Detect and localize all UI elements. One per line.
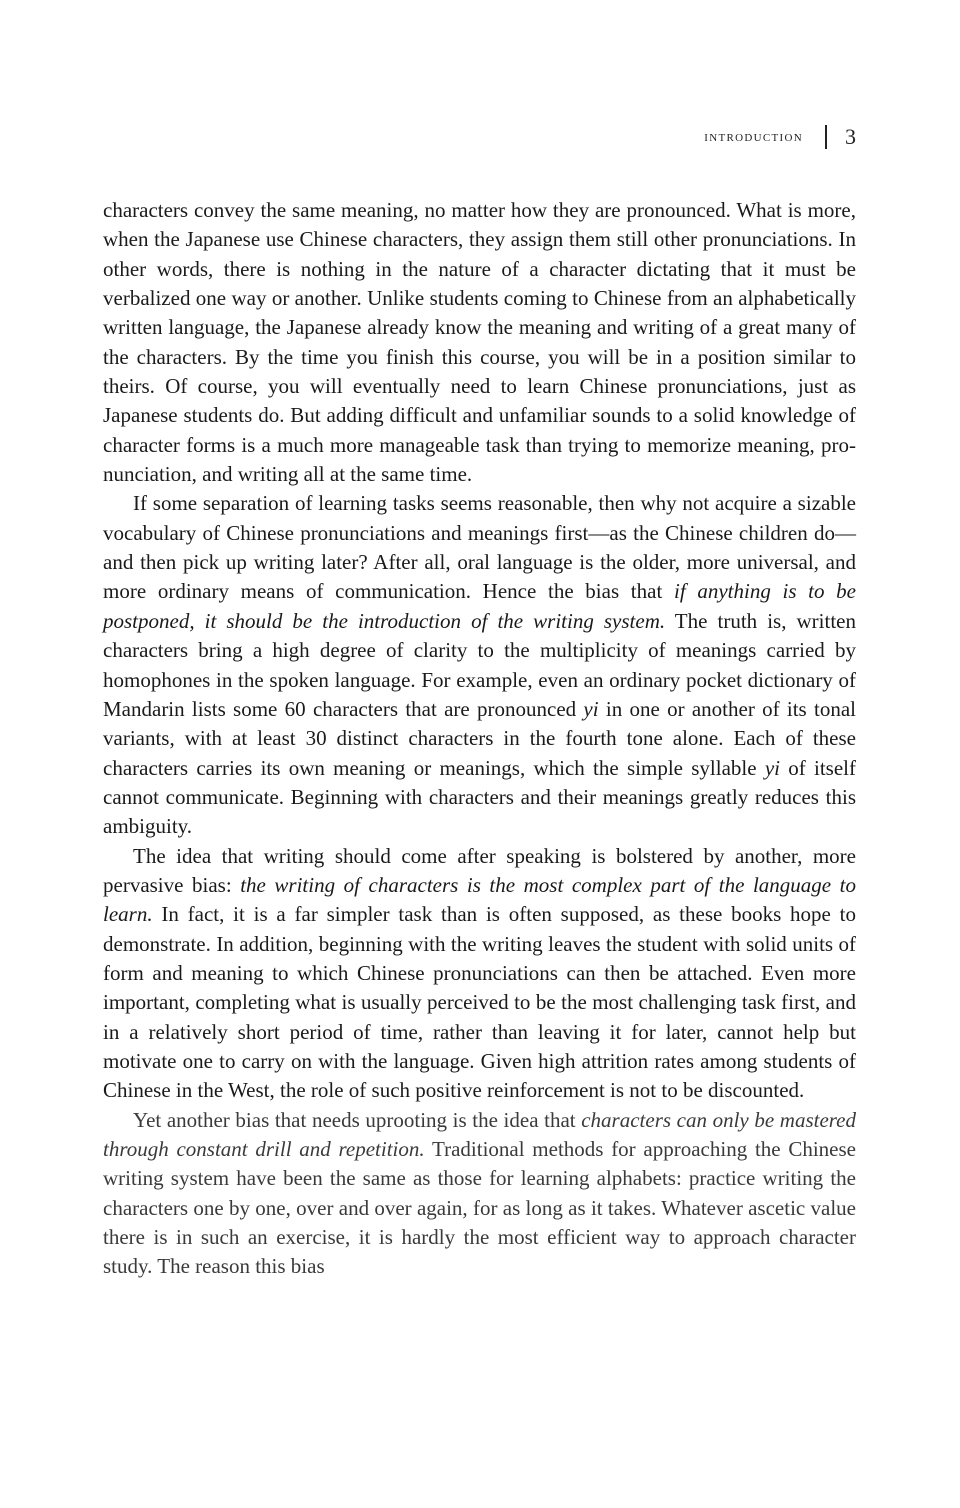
paragraph-3-text-a: The idea that writing should come after speaking is bolstered by another, more pervasive bias: xyxy=(103,843,856,897)
paragraph-4 xyxy=(103,1106,856,1282)
header-divider xyxy=(825,125,827,149)
paragraph-2-emphasis-b: yi xyxy=(583,696,599,721)
paragraph-2-text-b: The truth is, written characters bring a high degree of clarity to the multiplicity of meanings carried by homophones in the spoken language. For example, even an ordinary pocket dictionary of Mandarin lists some 60 characters that are pronounced xyxy=(103,608,856,721)
running-head xyxy=(704,124,856,150)
paragraph-3-emphasis: the writing of characters is the most complex part of the language to learn. xyxy=(103,872,856,927)
paragraph-1-text: characters convey the same meaning, no matter how they are pronounced. What is more, when the Japanese use Chinese characters, they assign them still other pronunciations. In other words, there is nothing in the nature of a character dictating that it must be verbalized one way or another. Unlike students coming to Chinese from an alphabetically written language, the Japanese already know the meaning and writing of a great many of the characters. By the time you finish this course, you will be in a position similar to theirs. Of course, you will eventually need to learn Chinese pronunciations, just as Japanese students do. But adding difficult and unfamiliar sounds to a solid knowledge of character forms is a much more manageable task than trying to memorize meaning, pronunciation, and writing all at the same time. xyxy=(103,198,856,487)
paragraph-1 xyxy=(103,196,856,489)
paragraph-2 xyxy=(103,489,856,841)
paragraph-4-text-a: Yet another bias that needs uprooting is the idea that xyxy=(133,1107,582,1132)
paragraph-3 xyxy=(103,842,856,1106)
paragraph-3-text-b: In fact, it is a far simpler task than is often supposed, as these books hope to demonstrate. In addition, beginning with the writing leaves the student with solid units of form and meaning to which Chinese pronunciations can then be attached. Even more important, completing what is usually perceived to be the most challenging task first, and in a relatively short period of time, rather than leaving it for later, cannot help but motivate one to carry on with the language. Given high attrition rates among students of Chinese in the West, the role of such positive reinforcement is not to be discounted. xyxy=(103,902,856,1103)
body-text xyxy=(103,196,856,1282)
page-number: 3 xyxy=(845,124,856,149)
section-title: introduction xyxy=(704,128,803,145)
paragraph-2-emphasis-a: if anything is to be postponed, it should be the introduction of the writing system. xyxy=(103,579,856,633)
paragraph-2-text-c: in one or another of its tonal variants, with at least 30 distinct characters in the fourth tone alone. Each of these characters carries its own meaning or meanings, which the simple syllable xyxy=(103,696,856,780)
paragraph-2-text-a: If some separation of learning tasks seems reasonable, then why not acquire a sizable vocabulary of Chinese pronunciations and meanings first—as the Chinese children do—and then pick up writing later? After all, oral language is the older, more universal, and more ordinary means of communication. Hence the bias that xyxy=(103,491,856,604)
paragraph-4-text-b: Traditional methods for approaching the Chinese writing system have been the same as those for learning alphabets: practice writing the characters one by one, over and over again, for as long as it takes. Whatever ascetic value there is in such an exercise, it is hardly the most efficient way to approach character study. The reason this bias xyxy=(103,1137,856,1279)
paragraph-2-emphasis-c: yi xyxy=(764,755,780,780)
paragraph-2-text-d: of itself cannot communicate. Beginning with characters and their meanings greatly reduces this ambiguity. xyxy=(103,755,857,839)
paragraph-4-emphasis: characters can only be mastered through constant drill and repetition. xyxy=(103,1107,856,1161)
